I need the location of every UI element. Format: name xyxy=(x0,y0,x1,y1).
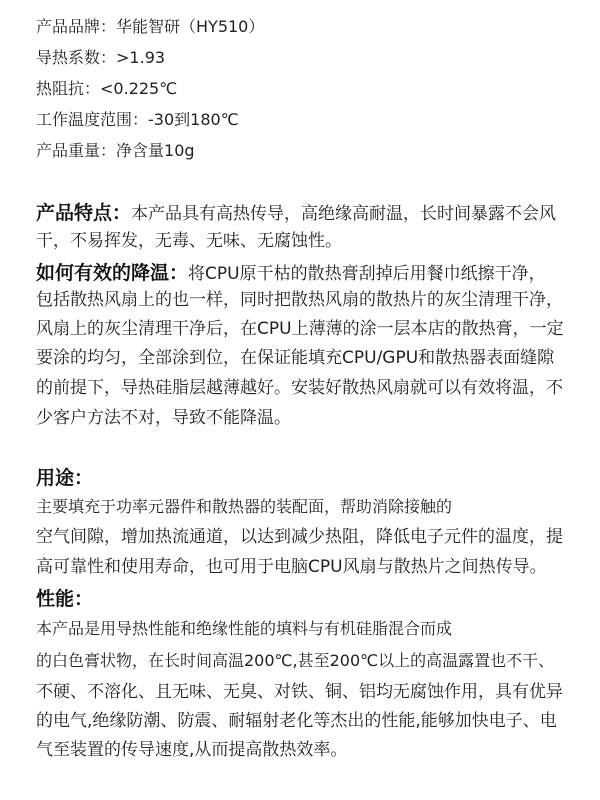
spec-label: 产品品牌： xyxy=(36,17,117,36)
features-text: 本产品具有高热传导，高绝缘高耐温，长时间暴露不会风 xyxy=(131,204,557,224)
performance-paragraph-line xyxy=(36,739,347,761)
spec-thermal-conductivity xyxy=(36,48,165,68)
cooling-paragraph-line xyxy=(36,377,563,399)
cooling-paragraph-line xyxy=(36,289,563,311)
usage-paragraph-line xyxy=(36,497,452,517)
performance-heading: 性能： xyxy=(36,588,94,610)
usage-text: 高可靠性和使用寿命，也可用于电脑CPU风扇与散热片之间热传导。 xyxy=(36,557,547,577)
spec-brand xyxy=(36,17,264,37)
spec-label: 热阻抗： xyxy=(36,79,101,98)
features-text: 干，不易挥发，无毒、无味、无腐蚀性。 xyxy=(36,231,342,251)
spec-value: <0.225℃ xyxy=(100,79,178,98)
usage-paragraph-line xyxy=(36,556,547,578)
cooling-heading: 如何有效的降温： xyxy=(36,262,189,284)
spec-weight xyxy=(36,141,195,161)
spec-value: 华能智研（HY510） xyxy=(116,17,265,36)
performance-paragraph-line xyxy=(36,588,93,611)
features-paragraph-line xyxy=(36,202,556,225)
performance-paragraph-line xyxy=(36,651,554,671)
cooling-text: 要涂的均匀，全部涂到位，在保证能填充CPU/GPU和散热器表面缝隙 xyxy=(36,348,555,368)
usage-paragraph-line xyxy=(36,467,93,490)
cooling-paragraph-line xyxy=(36,347,554,369)
performance-text: 气至装置的传导速度,从而提高散热效率。 xyxy=(36,740,348,760)
cooling-text: 风扇上的灰尘清理干净后，在CPU上薄薄的涂一层本店的散热膏，一定 xyxy=(36,319,564,339)
usage-paragraph-line xyxy=(36,526,563,548)
spec-label: 导热系数： xyxy=(36,48,117,67)
usage-text: 主要填充于功率元器件和散热器的装配面，帮助消除接触的 xyxy=(36,497,453,516)
usage-text: 空气间隙，增加热流通道，以达到减少热阻，降低电子元件的温度，提 xyxy=(36,527,563,547)
performance-text: 本产品是用导热性能和绝缘性能的填料与有机硅脂混合而成 xyxy=(36,619,453,638)
spec-label: 产品重量： xyxy=(36,141,117,160)
cooling-text: 的前提下，导热硅脂层越薄越好。安装好散热风扇就可以有效将温，不 xyxy=(36,378,563,398)
performance-paragraph-line xyxy=(36,710,557,732)
performance-text: 的电气,绝缘防潮、防震、耐辐射老化等杰出的性能,能够加快电子、电 xyxy=(36,711,557,731)
spec-temperature-range xyxy=(36,110,239,130)
performance-text: 的白色膏状物，在长时间高温200℃,甚至200℃以上的高温露置也不干、 xyxy=(36,651,555,670)
spec-label: 工作温度范围： xyxy=(36,110,149,129)
performance-paragraph-line xyxy=(36,619,452,639)
spec-thermal-resistance xyxy=(36,79,177,99)
performance-text: 不硬、不溶化、且无味、无臭、对铁、铜、铝均无腐蚀作用，具有优异 xyxy=(36,682,563,702)
cooling-text: 将CPU原干枯的散热膏刮掉后用餐巾纸擦干净， xyxy=(188,264,546,284)
spec-value: >1.93 xyxy=(116,48,166,67)
cooling-paragraph-line xyxy=(36,407,291,429)
spec-value: 净含量10g xyxy=(116,141,195,160)
features-paragraph-line xyxy=(36,230,342,252)
cooling-text: 包括散热风扇上的也一样，同时把散热风扇的散热片的灰尘清理干净， xyxy=(36,290,563,310)
usage-heading: 用途： xyxy=(36,467,94,489)
cooling-text: 少客户方法不对，导致不能降温。 xyxy=(36,408,291,428)
cooling-paragraph-line xyxy=(36,318,564,340)
spec-value: -30到180℃ xyxy=(148,110,239,129)
cooling-paragraph-line xyxy=(36,262,546,285)
performance-paragraph-line xyxy=(36,681,563,703)
features-heading: 产品特点： xyxy=(36,202,132,224)
